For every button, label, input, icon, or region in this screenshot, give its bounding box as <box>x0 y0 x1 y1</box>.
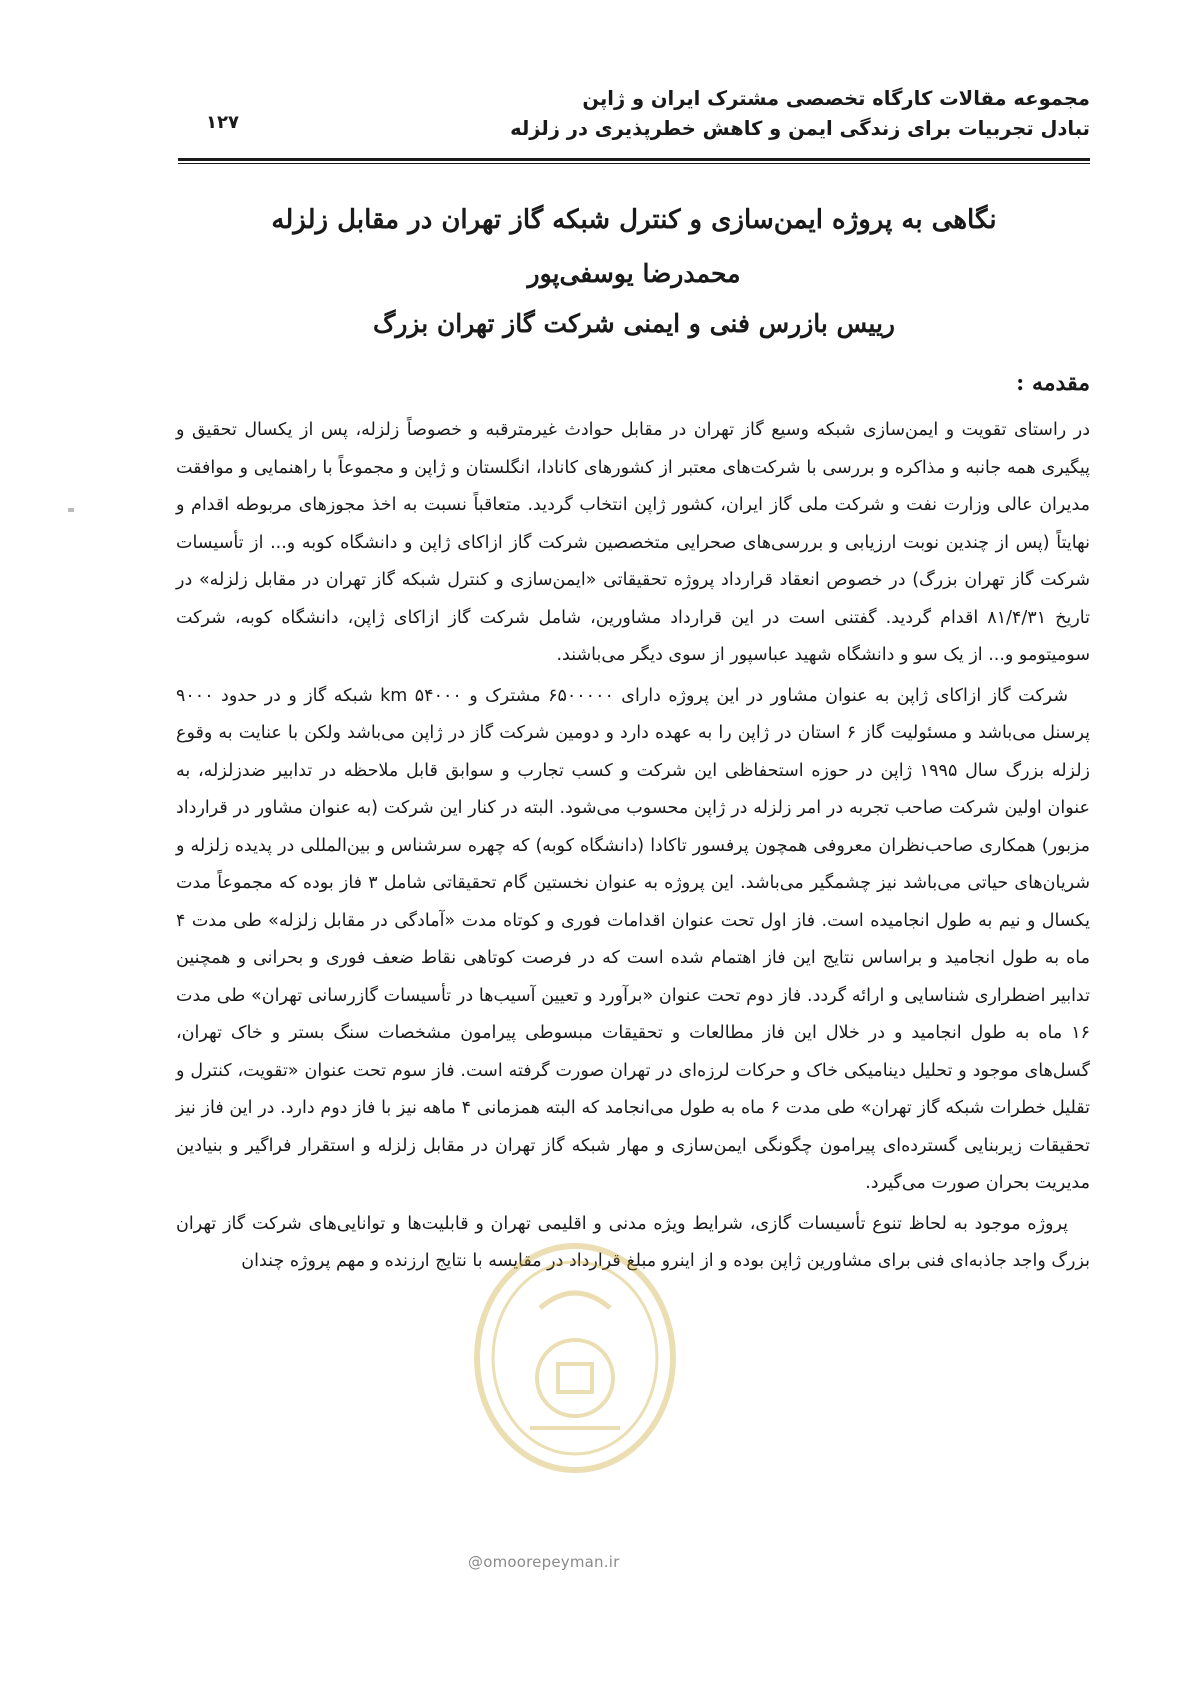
workshop-subtitle: تبادل تجربیات برای زندگی ایمن و کاهش خطرپذیری در زلزله <box>510 117 1090 140</box>
page-number: ۱۲۷ <box>206 112 239 133</box>
body-paragraph: شرکت گاز ازاکای ژاپن به عنوان مشاور در این پروژه دارای ۶۵۰۰۰۰۰ مشترک و km ۵۴۰۰۰ شبکه گاز و در حدود ۹۰۰۰ پرسنل می‌باشد و مسئولیت گاز ۶ استان در ژاپن را به عهده دارد و دومین شرکت گاز در ژاپن می‌باشد ولکن با عنایت به وقوع زلزله بزرگ سال ۱۹۹۵ ژاپن در حوزه استحفاظی این شرکت و کسب تجارب و سوابق قابل ملاحظه در تدابیر ضدزلزله، به عنوان اولین شرکت صاحب تجربه در امر زلزله در ژاپن محسوب می‌شود. البته در کنار این شرکت (به عنوان مشاور در قرارداد مزبور) همکاری صاحب‌نظران معروفی همچون پرفسور تاکادا (دانشگاه کوبه) که چهره سرشناس و بین‌المللی در پدیده زلزله و شریان‌های حیاتی می‌باشد نیز چشمگیر می‌باشد. این پروژه به عنوان نخستین گام تحقیقاتی شامل ۳ فاز بوده که مجموعاً مدت یکسال و نیم به طول انجامیده است. فاز اول تحت عنوان اقدامات فوری و کوتاه مدت «آمادگی در مقابل زلزله» طی مدت ۴ ماه به طول انجامید و براساس نتایج این فاز اهتمام شده است که در فرصت کوتاهی نقاط ضعف فوری و بحرانی و همچنین تدابیر اضطراری شناسایی و ارائه گردد. فاز دوم تحت عنوان «برآورد و تعیین آسیب‌ها در تأسیسات گازرسانی تهران» طی مدت ۱۶ ماه به طول انجامید و در خلال این فاز مطالعات و تحقیقات مبسوطی پیرامون مشخصات سنگ بستر و خاک تهران، گسل‌های موجود و تحلیل دینامیکی خاک و حرکات لرزه‌ای در تهران صورت گرفته است. فاز سوم تحت عنوان «تقویت، کنترل و تقلیل خطرات شبکه گاز تهران» طی مدت ۶ ماه به طول می‌انجامد که البته همزمانی ۴ ماهه نیز با فاز دوم دارد. در این فاز نیز تحقیقات زیربنایی گسترده‌ای پیرامون چگونگی ایمن‌سازی و مهار شبکه گاز تهران در مقابل زلزله و استقرار فراگیر و بنیادین مدیریت بحران صورت می‌گیرد. <box>176 685 1091 1193</box>
article-author: محمدرضا یوسفی‌پور <box>527 259 741 288</box>
author-affiliation: رییس بازرس فنی و ایمنی شرکت گاز تهران بزرگ <box>372 309 896 338</box>
header-divider <box>178 158 1090 161</box>
body-paragraph: در راستای تقویت و ایمن‌سازی شبکه وسیع گاز تهران در مقابل حوادث غیرمترقبه و خصوصاً زلزله، پس از یکسال تحقیق و پیگیری همه جانبه و مذاکره و بررسی با شرکت‌های معتبر از کشورهای کانادا، انگلستان و ژاپن و مجموعاً با راهنمایی و موافقت مدیران عالی وزارت نفت و شرکت ملی گاز ایران، کشور ژاپن انتخاب گردید. متعاقباً نسبت به اخذ مجوزهای مربوطه اقدام و نهایتاً (پس از چندین نوبت ارزیابی و بررسی‌های صحرایی متخصصین شرکت گاز ازاکای ژاپن و دانشگاه کوبه و... از تأسیسات شرکت گاز تهران بزرگ) در خصوص انعقاد قرارداد پروژه تحقیقاتی «ایمن‌سازی و کنترل شبکه گاز تهران در مقابل زلزله» در تاریخ ۸۱/۴/۳۱ اقدام گردید. گفتنی است در این قرارداد مشاورین، شامل شرکت گاز ازاکای ژاپن، دانشگاه کوبه، شرکت سومیتومو و... از یک سو و دانشگاه شهید عباسپور از سوی دیگر می‌باشند. <box>176 420 1090 665</box>
margin-speck <box>68 508 74 512</box>
collection-title: مجموعه مقالات کارگاه تخصصی مشترک ایران و ژاپن <box>582 87 1090 110</box>
section-heading: مقدمه : <box>1016 370 1090 396</box>
watermark-url: @omoorepeyman.ir <box>468 1553 620 1571</box>
running-header <box>178 84 1090 152</box>
article-body <box>176 412 1090 1281</box>
body-paragraph: پروژه موجود به لحاظ تنوع تأسیسات گازی، شرایط ویژه مدنی و اقلیمی تهران و قابلیت‌ها و توانایی‌های شرکت گاز تهران بزرگ واجد جاذبه‌ای فنی برای مشاورین ژاپن بوده و از اینرو مبلغ قرارداد در مقایسه با نتایج ارزنده و مهم پروژه چندان <box>176 1213 1090 1271</box>
article-title: نگاهی به پروژه ایمن‌سازی و کنترل شبکه گاز تهران در مقابل زلزله <box>271 205 997 235</box>
header-titles <box>510 84 1090 144</box>
article-title-block <box>178 200 1090 354</box>
header-divider-thin <box>178 163 1090 164</box>
